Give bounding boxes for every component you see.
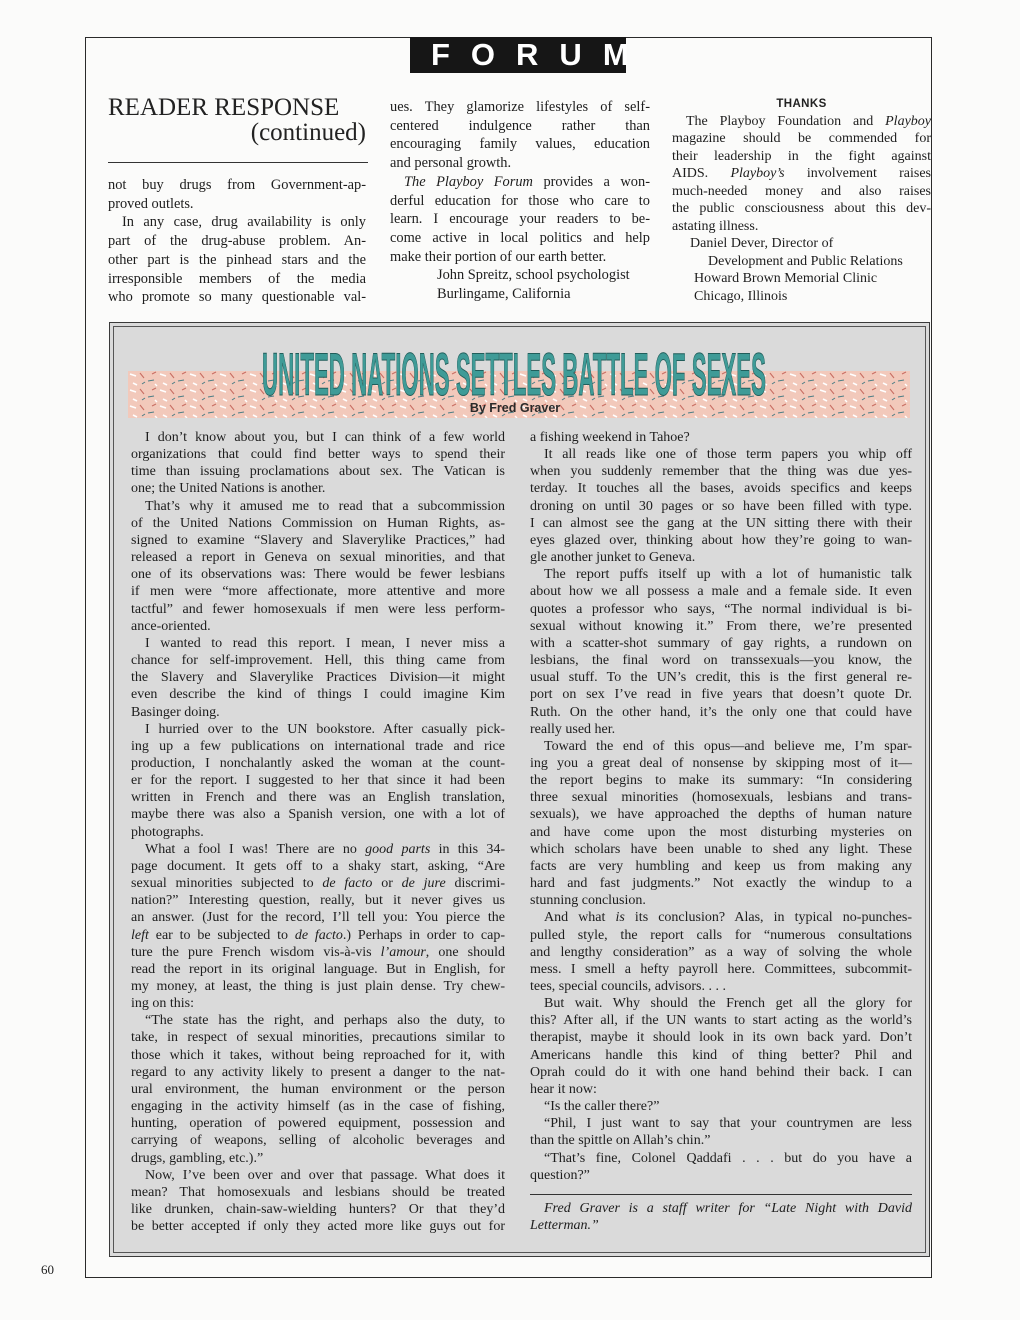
text-line: the public consciousness about this dev- [672,201,931,217]
text-line: page document. It gets off to a shaky start, asking, “Are [131,858,505,874]
text-line: terday. It touches all the bases, avoids specifics and keeps [530,481,912,497]
text-line: ues. They glamorize lifestyles of self- [390,99,650,115]
text-line: I wanted to read this report. I mean, I never miss a [145,635,505,651]
text-line: Ruth. On the other hand, it’s the only one that could have [530,704,912,720]
text-run: involvement raises [784,166,931,182]
text-line: with a scatter-shot summary of gay rights, a rundown on [530,635,912,651]
italic-text: l’amour [380,944,426,960]
text-line: er for the report. I suggested to her that since it had been [131,773,505,789]
text-line [131,944,505,961]
article-body-right [530,429,912,1184]
text-line: hear it now: [530,1081,597,1097]
thanks-signature [672,235,931,305]
text-line: about how we all possess a male and a female side. It even [530,584,912,600]
text-line: question?” [530,1167,590,1183]
text-line: if men were “more affectionate, more attentive and more [131,584,505,600]
text-line: learn. I encourage your readers to be- [390,211,650,228]
text-line: ing you a great deal of nonsense by skipping most of it— [530,755,912,771]
text-line: regard to any activity likely to present a danger to the nat- [131,1064,505,1080]
text-line: irresponsible members of the media [108,270,366,287]
text-line: even describe the kind of things I could imagine Kim [131,687,505,703]
text-line: proved outlets. [108,195,194,212]
paragraph [131,635,505,721]
paragraph [530,1115,912,1149]
text-line: the Slavery and Slaverylike Practices Division—it might [131,670,505,686]
paragraph [131,721,505,841]
text-line [672,113,931,130]
text-line: Howard Brown Memorial Clinic [694,271,878,287]
letter-column-1 [108,176,366,307]
text-line: one; the United Nations is another. [131,481,326,497]
text-line: when you suddenly remember that the thing was due yes- [530,464,912,480]
italic-text: de facto [322,876,373,892]
italic-text: de jure [401,876,446,892]
text-line: Americans handle this kind of thing better? Phil and [530,1047,912,1063]
text-run: its conclusion? Alas, in typical no-punches- [624,910,912,926]
text-line: engaging in the activity himself (as in the case of fishing, [131,1099,505,1115]
text-line: than the spittle on Allah’s chin.” [530,1133,711,1149]
thanks-heading: THANKS [776,98,827,110]
text-line: one of its observations was: There would be fewer lesbians [131,567,505,583]
paragraph [530,1098,912,1115]
text-run: , one should [425,944,505,960]
text-line: and have come upon the most disturbing mysteries on [530,824,912,840]
text-run: ture the pure French wisdom vis-à-vis [131,944,381,960]
reader-response-heading: READER RESPONSE [108,94,340,121]
text-line: sexual without knowing it.” From there, we’re presented [530,618,912,634]
italic-text: Playboy’s [730,166,785,182]
paragraph [131,498,505,635]
text-line: carrying of weapons, selling of alcoholic beverages and [131,1133,505,1149]
text-line: In any case, drug availability is only [122,214,366,231]
byline: By Fred Graver [469,401,561,415]
thanks-letter [672,113,931,305]
text-line: Chicago, Illinois [694,288,788,304]
text-line: therapist, maybe it should look in its own back yard. Don’t [530,1030,912,1046]
text-line [530,909,912,926]
text-line: pulled style, the report calls for “numerous consultations [530,927,912,943]
text-run: AIDS. [672,166,731,182]
text-run: in this 34- [430,841,505,857]
text-line: organizations that could find better ways to spend their [131,447,505,463]
text-line: John Spreitz, school psychologist [437,267,630,284]
text-line: ance-oriented. [131,618,211,634]
italic-text: Playboy [885,114,931,129]
text-line: ing on this: [131,996,195,1012]
text-line: signed to examine “Slavery and Slaverylike Practices,” had [131,532,505,548]
text-line: nation?” Interesting question, really, but it never gives us [131,893,505,909]
text-run: The Playboy Foundation and [686,114,886,129]
text-line: maybe there was also a Spanish version, one with a lot of [131,807,505,823]
text-line: like drunken, chain-saw-wielding hunters? Or that they’d [131,1202,505,1218]
paragraph [131,1167,505,1236]
text-run: sexual minorities subjected to [131,876,323,892]
text-line: eyes glazed over, thinking about how they’re going to wan- [530,532,912,548]
text-line: hunting, operation of powered equipment, possession and [131,1116,505,1132]
text-line: That’s why it amused me to read that a subcommission [145,498,505,514]
text-line: ural environment, the human environment or the person [131,1081,505,1097]
text-line: my money, at least, the thing is just plain dense. Try chew- [131,979,505,994]
text-line: “Phil, I just want to say that your countrymen are less [544,1116,912,1132]
paragraph [530,446,912,566]
feature-title: UNITED NATIONS SETTLES BATTLE OF SEXES [262,341,766,408]
text-line: those which it takes, without being reproached for it, with [131,1047,505,1063]
text-line: come active in local politics and help [390,229,650,246]
text-line: encouraging family values, education [390,136,650,153]
text-line: mean? That homosexuals and lesbians should be treated [131,1184,505,1200]
page-number: 60 [41,1262,54,1277]
text-line: make their portion of our earth better. [390,248,607,265]
article-column-right [530,429,912,1234]
letter-column-2 [390,98,650,304]
text-line: “Is the caller there?” [544,1099,660,1115]
italic-text: good parts [365,841,431,857]
text-line: written in French and there was an English translation, [131,790,505,806]
text-line: “The state has the right, and perhaps also the duty, to [145,1013,505,1029]
text-line: which scholars have been unable to shed any light. These [530,841,912,857]
text-run: discrimi- [445,876,506,892]
text-line: It all reads like one of those term papers you whip off [544,447,912,463]
text-line: tactful” and fewer homosexuals if men were less perform- [131,601,505,617]
text-line: take, in respect of sexual minorities, precautions similar to [131,1030,505,1046]
text-line: But wait. Why should the French get all the glory for [544,996,912,1012]
paragraph [672,113,931,235]
text-line: the report begins to make its summary: “In considering [530,773,912,789]
thanks-body [672,113,931,235]
paragraph [530,738,912,910]
text-line: I hurried over to the UN bookstore. After casually pick- [145,721,505,737]
text-line: gle another junket to Geneva. [530,550,696,566]
text-line: quotes a professor who says, “The normal individual is bi- [530,601,912,617]
paragraph [530,429,912,446]
text-line: time than issuing proclamations about sex. The Vatican is [131,464,505,480]
text-line: Burlingame, California [437,286,571,303]
text-line: much-needed money and also raises [672,183,931,199]
text-line: production, I nonchalantly asked the woman at the count- [131,755,505,771]
italic-text: The Playboy Forum [404,173,533,190]
text-line: chance for self-improvement. Hell, this thing came from [131,653,505,669]
text-line: hard and fast judgments.” Not exactly the windup to a [530,876,912,892]
text-line: and personal growth. [390,155,512,172]
text-line: Development and Public Relations [708,253,903,269]
paragraph [131,841,505,1013]
heading-rule [108,162,368,163]
text-line: Daniel Dever, Director of [690,236,834,252]
text-line: The report puffs itself up with a lot of humanistic talk [544,567,912,583]
text-run: ear to be subjected to [148,927,295,943]
text-run: And what [544,910,616,926]
text-line: facts are very humbling and keep us from making any [530,858,912,874]
text-run: or [372,876,402,892]
paragraph [390,98,650,173]
text-line: Basinger doing. [131,704,220,720]
text-line: stunning conclusion. [530,893,646,909]
paragraph [108,213,366,307]
text-line: mess. I smell a hefty payroll here. Committees, subcommit- [530,961,912,977]
text-line: I can almost see the gang at the UN sitting there with their [530,515,912,531]
article-column-left [131,429,505,1235]
paragraph [390,266,650,303]
text-line: three sexual minorities (homosexuals, lesbians and trans- [530,790,912,806]
text-line: really used her. [530,721,616,737]
italic-text: left [131,927,149,943]
text-line: Now, I’ve been over and over that passage. What does it [145,1167,505,1183]
text-line: tees, special councils, advisors. . . . [530,979,726,994]
paragraph [530,1150,912,1184]
letter-body [390,98,650,266]
text-line: and lengthy consideration” as a way of solving the whole [530,944,912,960]
italic-text: is [615,910,625,926]
reader-response-subheading: (continued) [250,119,366,146]
text-line: who promote so many questionable val- [108,289,366,306]
text-line: usual stuff. To the UN’s credit, this is the first general re- [530,670,912,686]
text-line: “That’s fine, Colonel Qaddafi . . . but do you have a [544,1150,912,1166]
paragraph [530,909,912,995]
text-line [131,841,505,858]
paragraph [131,1012,505,1166]
text-line [131,875,505,892]
text-line [131,927,505,944]
text-run: provides a won- [532,173,650,190]
text-line: read the report in its original language. But in English, for [131,961,505,977]
text-line: Oprah could do it with one hand behind their back. I can [530,1064,912,1080]
text-line: ing up a few publications on international trade and rice [131,738,505,754]
text-line: sexuals), we have approached the depths of human nature [530,807,912,823]
text-line: a fishing weekend in Tahoe? [530,430,690,445]
text-line: their leadership in the fight against [672,148,931,164]
text-line: other part is the pinhead stars and the [108,251,366,268]
text-line: this? After all, if the UN wants to start acting as the world’s [530,1013,912,1029]
text-line: be better accepted if only they acted more like guys out for [131,1219,505,1235]
text-line [672,165,931,182]
text-line: Toward the end of this opus—and believe me, I’m spar- [544,738,912,754]
italic-text: de facto [294,927,343,943]
text-line: droning on until 30 pages or so have been filled with type. [530,498,912,514]
text-line: of the United Nations Commission on Human Rights, as- [131,515,505,531]
text-line: port on sex I’ve read in five years that doesn’t quote Dr. [530,687,912,703]
letter-signature [390,266,650,303]
text-line: not buy drugs from Government-ap- [108,177,366,193]
text-run: .) Perhaps in order to cap- [342,927,505,943]
text-run: What a fool I was! There are no [145,841,366,857]
text-line: released a report in Geneva on sexual minorities, and that [131,550,505,566]
text-line: magazine should be commended for [672,131,931,147]
paragraph [672,235,931,305]
paragraph [131,429,505,498]
text-line: astating illness. [672,218,759,234]
text-line: an answer. (Just for the record, I’ll tell you: You pierce the [131,910,505,926]
text-line: derful education for those who care to [390,192,650,209]
text-line [390,173,650,192]
text-line: drugs, gambling, etc.).” [131,1150,264,1166]
text-line: I don’t know about you, but I can think of a few world [145,430,505,445]
text-line: lesbians, the final word on transsexuals—you know, the [530,653,912,669]
text-line: Fred Graver is a staff writer for “Late Night with David [544,1200,912,1216]
text-line: Letterman.” [530,1218,599,1234]
paragraph [108,176,366,213]
paragraph [530,566,912,738]
text-line: centered indulgence rather than [390,117,650,134]
text-line: part of the drug-abuse problem. An- [108,233,366,250]
text-line: photographs. [131,824,204,840]
paragraph [390,173,650,267]
paragraph [530,1200,912,1234]
paragraph [530,995,912,1098]
author-bio [530,1195,912,1234]
forum-section-tab: FORUM [410,37,626,73]
